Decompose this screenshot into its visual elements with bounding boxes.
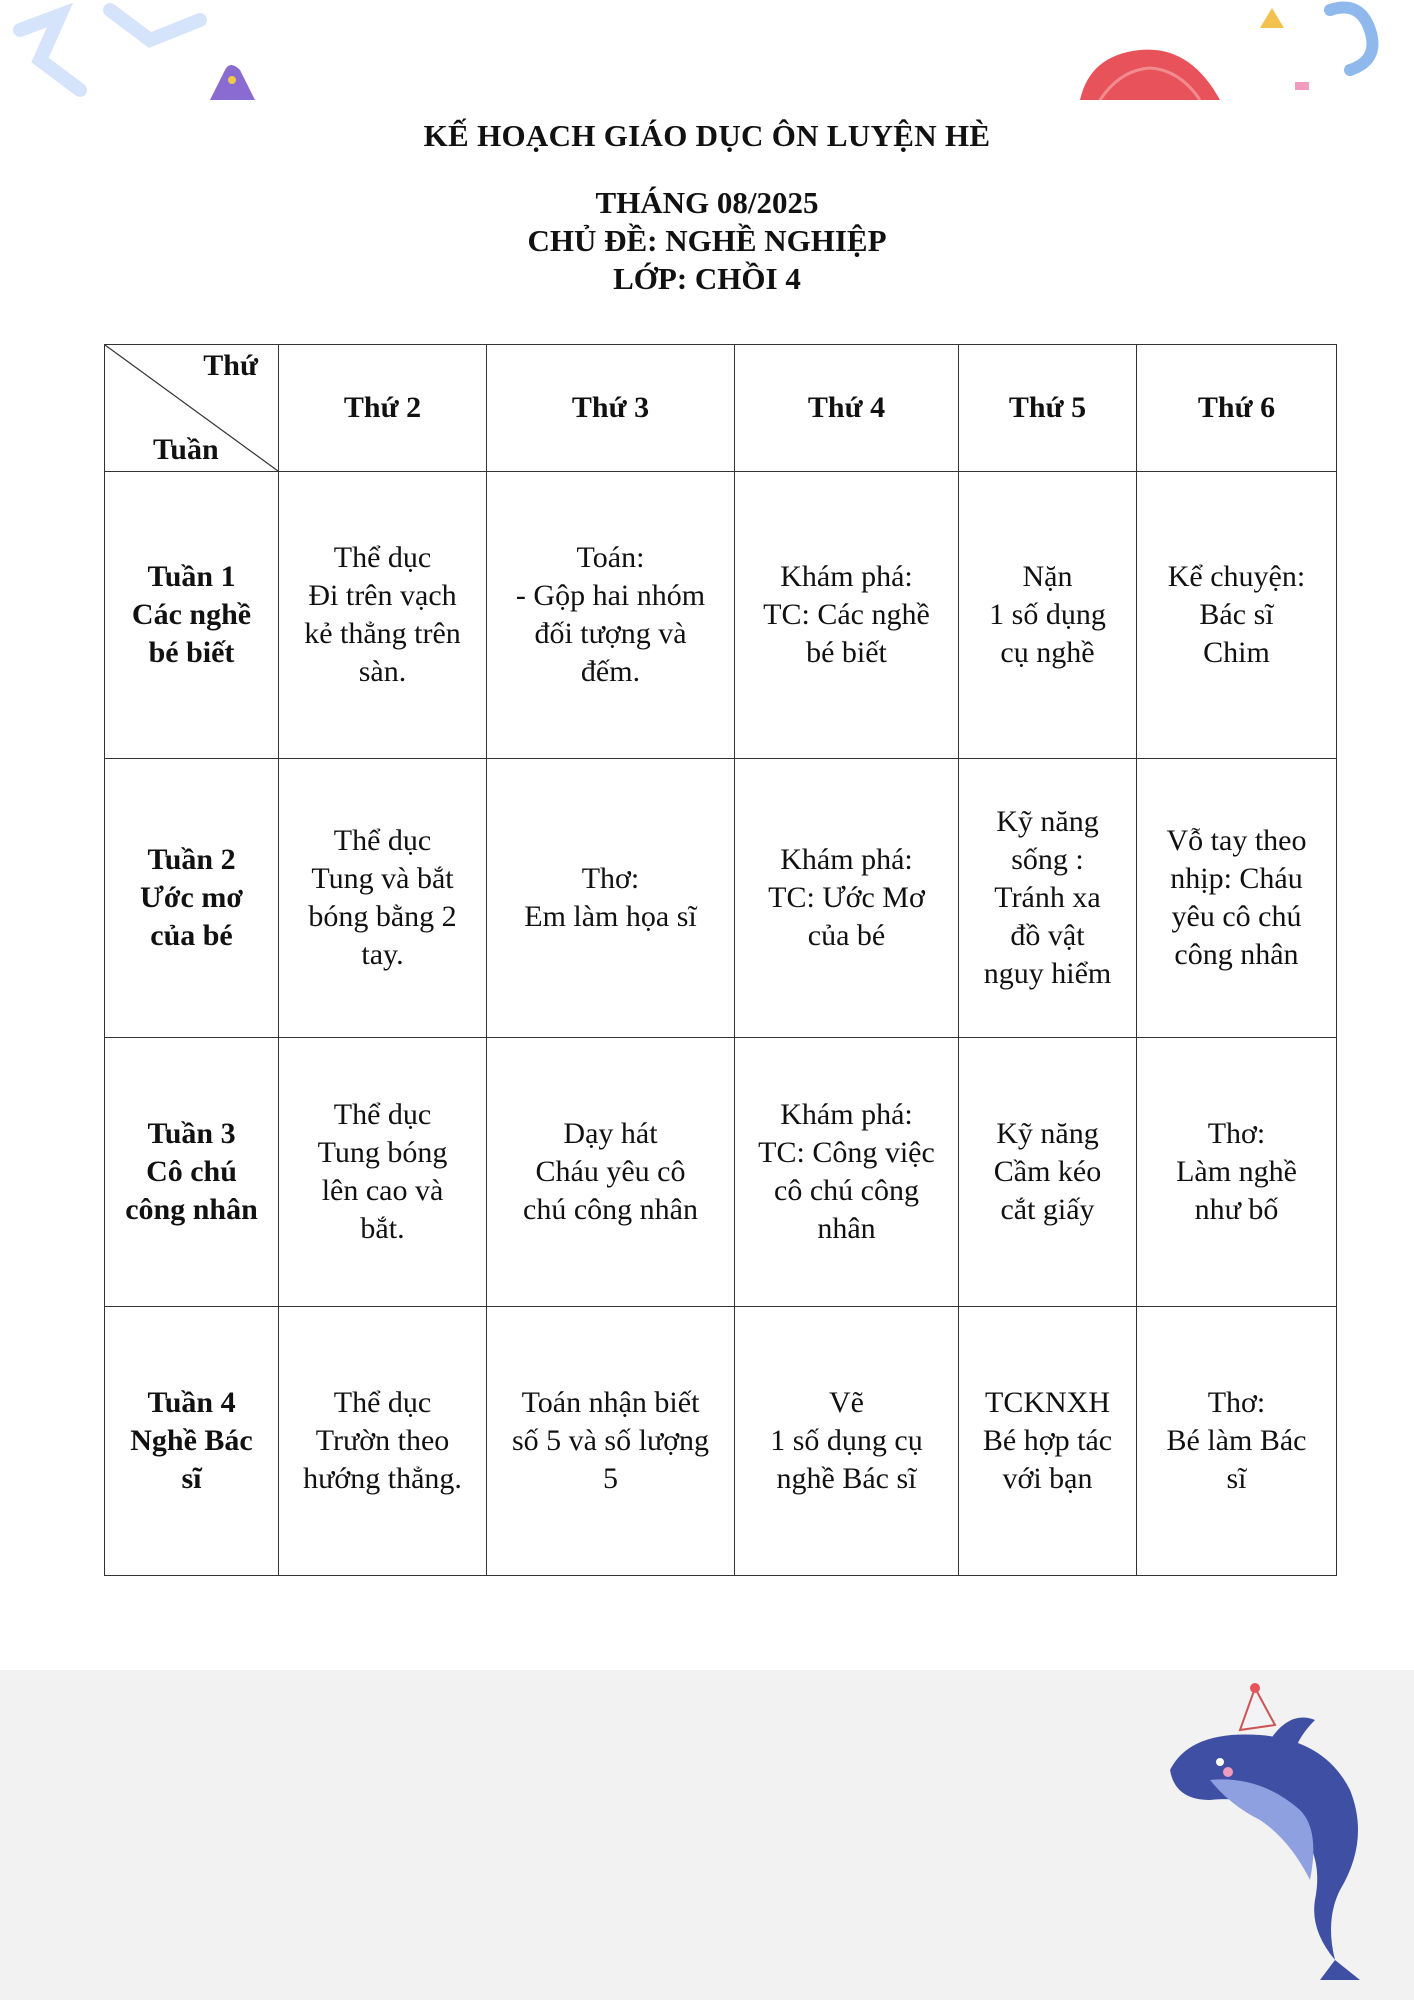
activity-line: Khám phá: xyxy=(780,1098,913,1131)
corner-day-label: Thứ xyxy=(203,349,258,382)
activity-cell xyxy=(959,1038,1137,1307)
activity-cell xyxy=(959,1307,1137,1576)
activity-line: Toán nhận biết xyxy=(521,1386,700,1419)
activity-line: sàn. xyxy=(358,655,407,688)
activity-line: 1 số dụng cụ xyxy=(770,1424,923,1457)
week-label-line: Ước mơ xyxy=(140,881,243,914)
activity-cell xyxy=(279,1038,487,1307)
day-header: Thứ 4 xyxy=(735,345,959,472)
table-header-row xyxy=(105,345,1337,472)
activity-line: hướng thẳng. xyxy=(303,1462,462,1495)
activity-line: của bé xyxy=(807,919,886,952)
activity-line: số 5 và số lượng xyxy=(511,1424,710,1457)
week-label-line: Tuần 1 xyxy=(147,560,236,593)
activity-line: nghề Bác sĩ xyxy=(776,1462,917,1495)
activity-line: Khám phá: xyxy=(780,560,913,593)
activity-line: cô chú công xyxy=(774,1174,919,1207)
activity-line: cắt giấy xyxy=(1000,1193,1095,1226)
activity-line: nhân xyxy=(817,1212,876,1245)
activity-line: TC: Các nghề xyxy=(763,598,930,631)
activity-line: Làm nghề xyxy=(1176,1155,1297,1188)
activity-line: tay. xyxy=(361,938,404,971)
activity-cell xyxy=(487,472,735,759)
week-label-line: công nhân xyxy=(125,1193,258,1226)
activity-line: - Gộp hai nhóm xyxy=(515,579,706,612)
activity-line: Trườn theo xyxy=(315,1424,450,1457)
week-label-line: bé biết xyxy=(148,636,235,669)
activity-cell xyxy=(959,472,1137,759)
day-header: Thứ 3 xyxy=(487,345,735,472)
activity-line: Kỹ năng xyxy=(996,805,1099,838)
activity-line: 5 xyxy=(603,1462,618,1495)
week-label-line: Các nghề xyxy=(131,598,252,631)
week-label-line: Tuần 2 xyxy=(147,843,236,876)
activity-line: Thơ: xyxy=(1207,1386,1266,1419)
activity-line: Dạy hát xyxy=(563,1117,658,1150)
day-header: Thứ 6 xyxy=(1137,345,1337,472)
activity-line: Thể dục xyxy=(333,824,432,857)
activity-line: lên cao và xyxy=(321,1174,444,1207)
document-subheader xyxy=(0,184,1414,298)
activity-line: Chim xyxy=(1203,636,1270,669)
activity-line: bắt. xyxy=(360,1212,405,1245)
week-label-line: sĩ xyxy=(181,1462,202,1495)
activity-line: Tung và bắt xyxy=(311,862,454,895)
lesson-plan-table xyxy=(104,344,1337,1576)
activity-line: bé biết xyxy=(806,636,887,669)
theme-label: CHỦ ĐỀ: NGHỀ NGHIỆP xyxy=(527,223,887,258)
starfish-icon xyxy=(0,0,300,100)
week-label-line: của bé xyxy=(150,919,233,952)
activity-line: bóng bằng 2 xyxy=(308,900,457,933)
activity-line: như bố xyxy=(1194,1193,1279,1226)
activity-cell xyxy=(735,759,959,1038)
activity-line: Vỗ tay theo xyxy=(1166,824,1307,857)
activity-cell xyxy=(735,1038,959,1307)
activity-cell xyxy=(279,1307,487,1576)
activity-line: TC: Ước Mơ xyxy=(768,881,925,914)
activity-line: đối tượng và xyxy=(534,617,687,650)
activity-line: nhịp: Cháu xyxy=(1170,862,1303,895)
activity-line: công nhân xyxy=(1174,938,1299,971)
activity-line: Tung bóng xyxy=(317,1136,448,1169)
activity-line: 1 số dụng xyxy=(989,598,1106,631)
activity-line: Thơ: xyxy=(1207,1117,1266,1150)
week-label-line: Cô chú xyxy=(146,1155,237,1188)
activity-line: TC: Công việc xyxy=(758,1136,935,1169)
activity-cell xyxy=(1137,1307,1337,1576)
day-header: Thứ 5 xyxy=(959,345,1137,472)
activity-line: Cầm kéo xyxy=(993,1155,1102,1188)
shell-icon xyxy=(1060,0,1414,100)
week-row xyxy=(105,472,1337,759)
activity-line: Toán: xyxy=(576,541,645,574)
activity-line: Bé làm Bác xyxy=(1166,1424,1307,1457)
activity-line: Vẽ xyxy=(829,1386,864,1419)
activity-line: với bạn xyxy=(1002,1462,1093,1495)
activity-cell xyxy=(959,759,1137,1038)
activity-cell xyxy=(735,1307,959,1576)
week-label-cell xyxy=(105,759,279,1038)
dolphin-icon xyxy=(1150,1680,1390,1990)
activity-line: Thể dục xyxy=(333,541,432,574)
week-label-cell xyxy=(105,472,279,759)
activity-cell xyxy=(1137,472,1337,759)
activity-line: sống : xyxy=(1011,843,1084,876)
week-label-cell xyxy=(105,1307,279,1576)
week-row xyxy=(105,759,1337,1038)
activity-line: Kỹ năng xyxy=(996,1117,1099,1150)
corner-header-cell xyxy=(105,345,279,472)
week-label-line: Tuần 4 xyxy=(147,1386,236,1419)
activity-line: đếm. xyxy=(580,655,641,688)
activity-cell xyxy=(279,759,487,1038)
activity-cell xyxy=(1137,759,1337,1038)
activity-line: Nặn xyxy=(1022,560,1073,593)
activity-line: kẻ thẳng trên xyxy=(304,617,461,650)
activity-cell xyxy=(279,472,487,759)
activity-cell xyxy=(735,472,959,759)
activity-line: Tránh xa xyxy=(994,881,1101,914)
activity-line: Đi trên vạch xyxy=(308,579,457,612)
activity-cell xyxy=(487,1038,735,1307)
week-label-cell xyxy=(105,1038,279,1307)
week-label-line: Tuần 3 xyxy=(147,1117,236,1150)
activity-line: sĩ xyxy=(1226,1462,1247,1495)
activity-line: Thể dục xyxy=(333,1098,432,1131)
week-row xyxy=(105,1307,1337,1576)
activity-line: Cháu yêu cô xyxy=(535,1155,686,1188)
activity-line: Em làm họa sĩ xyxy=(524,900,697,933)
activity-line: TCKNXH xyxy=(985,1386,1110,1419)
activity-line: chú công nhân xyxy=(523,1193,698,1226)
activity-line: đồ vật xyxy=(1010,919,1085,952)
week-row xyxy=(105,1038,1337,1307)
day-header: Thứ 2 xyxy=(279,345,487,472)
week-label-line: Nghề Bác xyxy=(130,1424,253,1457)
activity-cell xyxy=(1137,1038,1337,1307)
activity-line: cụ nghề xyxy=(1000,636,1095,669)
activity-line: Thể dục xyxy=(333,1386,432,1419)
class-label: LỚP: CHỒI 4 xyxy=(613,261,801,296)
activity-line: Bé hợp tác xyxy=(982,1424,1113,1457)
activity-cell xyxy=(487,1307,735,1576)
corner-week-label: Tuần xyxy=(153,433,219,466)
activity-line: Kể chuyện: xyxy=(1167,560,1306,593)
document-title: KẾ HOẠCH GIÁO DỤC ÔN LUYỆN HÈ xyxy=(423,118,991,153)
activity-line: nguy hiểm xyxy=(983,957,1112,990)
activity-cell xyxy=(487,759,735,1038)
month-label: THÁNG 08/2025 xyxy=(595,185,819,220)
activity-line: Bác sĩ xyxy=(1199,598,1274,631)
activity-line: Khám phá: xyxy=(780,843,913,876)
activity-line: Thơ: xyxy=(581,862,640,895)
activity-line: yêu cô chú xyxy=(1171,900,1302,933)
